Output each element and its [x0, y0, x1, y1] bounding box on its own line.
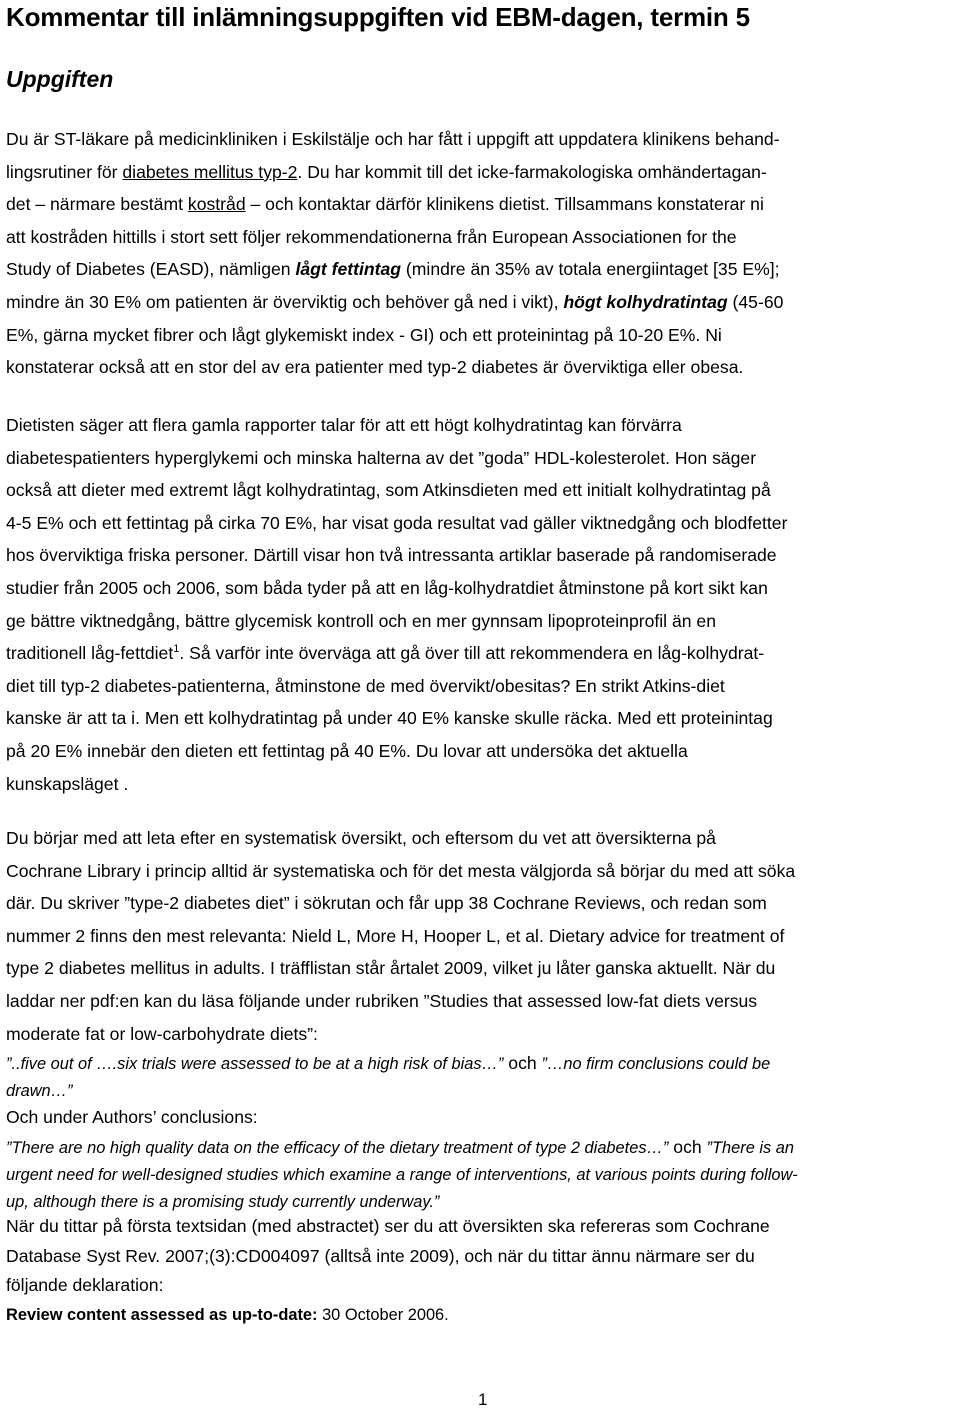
- text-line: type 2 diabetes mellitus in adults. I träfflistan står årtalet 2009, vilket ju låter ganska aktuellt. När du: [6, 958, 776, 979]
- text-line: traditionell låg-fettdiet$^1$. Så varför inte överväga att gå över till att rekommendera en låg-kolhydrat-: [6, 643, 765, 664]
- text-line: följande deklaration:: [6, 1275, 164, 1295]
- paragraph-search: [6, 822, 956, 1215]
- text-line: nummer 2 finns den mest relevanta: Nield L, More H, Hooper L, et al. Dietary advice for treatment of: [6, 925, 785, 946]
- quote-line: ”..five out of ….six trials were assessed to be at a high risk of bias…” och ”…no firm conclusions could be: [6, 1053, 771, 1074]
- text-line: där. Du skriver ”type-2 diabetes diet” i sökrutan och får upp 38 Cochrane Reviews, och redan som: [6, 893, 767, 914]
- text-line: Du börjar med att leta efter en systematisk översikt, och eftersom du vet att översikterna på: [6, 828, 716, 848]
- quote-line: drawn…”: [6, 1082, 73, 1101]
- text-line: det – närmare bestämt kostråd – och kontaktar därför klinikens dietist. Tillsammans konstaterar ni: [6, 194, 764, 215]
- text-line: Och under Authors’ conclusions:: [6, 1107, 258, 1128]
- emphasis: Review content assessed as up-to-date:: [6, 1305, 318, 1324]
- text-line: mindre än 30 E% om patienten är överviktig och behöver gå ned i vikt), högt kolhydratintag (45-60: [6, 291, 784, 312]
- text-line: på 20 E% innebär den dieten ett fettintag på 40 E%. Du lovar att undersöka det aktuella: [6, 740, 688, 761]
- quote-line: urgent need for well-designed studies which examine a range of interventions, at various points during follow-: [6, 1166, 798, 1185]
- underlined-term: kostråd: [187, 194, 246, 215]
- text-line: kanske är att ta i. Men ett kolhydratintag på under 40 E% kanske skulle räcka. Med ett proteinintag: [6, 708, 773, 729]
- text-line: Review content assessed as up-to-date: 30 October 2006.: [6, 1305, 449, 1324]
- text-line: laddar ner pdf:en kan du läsa följande under rubriken ”Studies that assessed low-fat diets versus: [6, 990, 758, 1011]
- text-line: 4-5 E% och ett fettintag på cirka 70 E%, har visat goda resultat vad gäller viktnedgång och blodfetter: [6, 512, 788, 533]
- text-line: moderate fat or low-carbohydrate diets”:: [6, 1023, 318, 1044]
- text-line: att kostråden hittills i stort sett följer rekommendationerna från European Associationen for the: [6, 226, 737, 247]
- paragraph-task: [6, 123, 956, 384]
- footnote-marker: 1: [173, 643, 180, 656]
- emphasis: högt kolhydratintag: [563, 291, 728, 312]
- page-number: 1: [478, 1390, 488, 1409]
- quote-line: ”There are no high quality data on the efficacy of the dietary treatment of type 2 diabetes…” och ”There is an: [6, 1137, 794, 1158]
- text-line: kunskapsläget .: [6, 773, 129, 794]
- text-line: Database Syst Rev. 2007;(3):CD004097 (alltså inte 2009), och när du tittar ännu närmare ser du: [6, 1245, 755, 1266]
- text-line: också att dieter med extremt lågt kolhydratintag, som Atkinsdieten med ett initialt kolhydratintag på: [6, 480, 771, 501]
- text-line: När du tittar på första textsidan (med abstractet) ser du att översikten ska refereras som Cochrane: [6, 1216, 770, 1236]
- text-line: lingsrutiner för diabetes mellitus typ-2. Du har kommit till det icke-farmakologiska omhändertagan-: [6, 161, 767, 182]
- text-line: diabetespatienters hyperglykemi och minska halterna av det ”goda” HDL-kolesterolet. Hon säger: [6, 447, 757, 468]
- underlined-term: diabetes mellitus typ-2: [122, 161, 298, 182]
- paragraph-dietitian: [6, 409, 956, 800]
- document-title: Kommentar till inlämningsuppgiften vid EBM-dagen, termin 5: [6, 2, 750, 32]
- text-line: E%, gärna mycket fibrer och lågt glykemiskt index - GI) och ett proteinintag på 10-20 E%. Ni: [6, 324, 722, 345]
- section-heading: Uppgiften: [6, 66, 114, 92]
- text-line: konstaterar också att en stor del av era patienter med typ-2 diabetes är överviktiga eller obesa.: [6, 357, 744, 378]
- quote-line: up, although there is a promising study currently underway.”: [6, 1193, 440, 1212]
- emphasis: lågt fettintag: [295, 259, 402, 280]
- paragraph-reference: [6, 1212, 956, 1330]
- text-line: Dietisten säger att flera gamla rapporter talar för att ett högt kolhydratintag kan förvärra: [6, 415, 682, 435]
- text-line: Cochrane Library i princip alltid är systematiska och för det mesta välgjorda så börjar du med att söka: [6, 860, 796, 881]
- text-line: Du är ST-läkare på medicinkliniken i Eskilstälje och har fått i uppgift att uppdatera klinikens behand-: [6, 129, 780, 149]
- text-line: ge bättre viktnedgång, bättre glycemisk kontroll och en mer gynnsam lipoproteinprofil än en: [6, 610, 717, 631]
- text-line: hos överviktiga friska personer. Därtill visar hon två intressanta artiklar baserade på randomiserade: [6, 545, 777, 566]
- text-line: studier från 2005 och 2006, som båda tyder på att en låg-kolhydratdiet åtminstone på kort sikt kan: [6, 577, 768, 598]
- text-line: Study of Diabetes (EASD), nämligen lågt fettintag (mindre än 35% av totala energiintaget [35 E%];: [6, 259, 780, 280]
- text-line: diet till typ-2 diabetes-patienterna, åtminstone de med övervikt/obesitas? En strikt Atkins-diet: [6, 675, 725, 696]
